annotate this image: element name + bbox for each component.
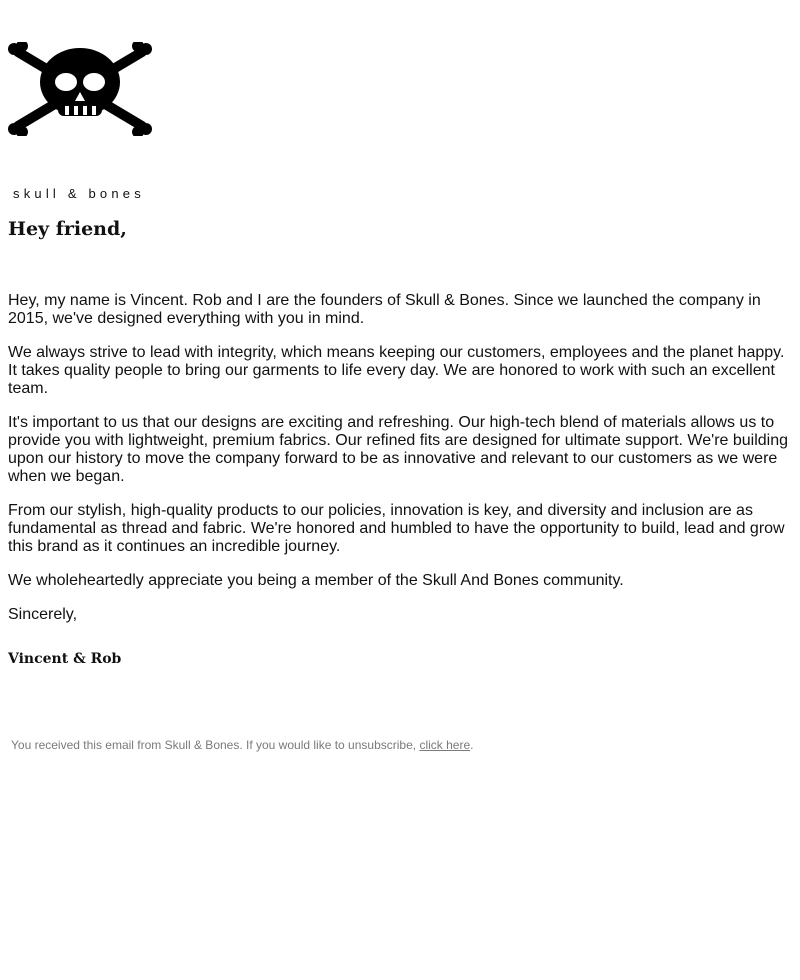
sign-off: Sincerely, <box>8 606 78 623</box>
signature: Vincent & Rob <box>8 651 122 667</box>
brand-wordmark: skull & bones <box>13 186 145 201</box>
brand-logo <box>8 42 160 201</box>
letter-paragraph: From our stylish, high-quality products to our policies, innovation is key, and diversity and inclusion are as fundamental as thread and fabric. We're honored and humbled to have the opportunity to build, lead and grow this brand as it continues an incredible journey. <box>8 502 785 555</box>
footer <box>11 738 473 752</box>
letter-paragraph: Hey, my name is Vincent. Rob and I are the founders of Skull & Bones. Since we launched the company in 2015, we've designed everything with you in mind. <box>8 292 761 327</box>
letter-paragraph: It's important to us that our designs are exciting and refreshing. Our high-tech blend of materials allows us to provide you with lightweight, premium fabrics. Our refined fits are designed for ultimate support. We're building upon our history to move the company forward to be as innovative and relevant to our customers as we were when we began. <box>8 414 789 485</box>
unsubscribe-link[interactable]: click here <box>419 738 471 752</box>
footer-period: . <box>470 738 474 752</box>
letter-paragraph: We wholeheartedly appreciate you being a member of the Skull And Bones community. <box>8 572 624 589</box>
footer-text: You received this email from Skull & Bones. If you would like to unsubscribe, <box>11 738 420 752</box>
skull-crossbones-icon <box>8 42 152 136</box>
letter-paragraph: We always strive to lead with integrity, which means keeping our customers, employees and the planet happy. It takes quality people to bring our garments to life every day. We are honored to work with such an excellent team. <box>8 344 785 397</box>
letter-body <box>8 292 792 640</box>
greeting-heading: Hey friend, <box>8 218 127 240</box>
